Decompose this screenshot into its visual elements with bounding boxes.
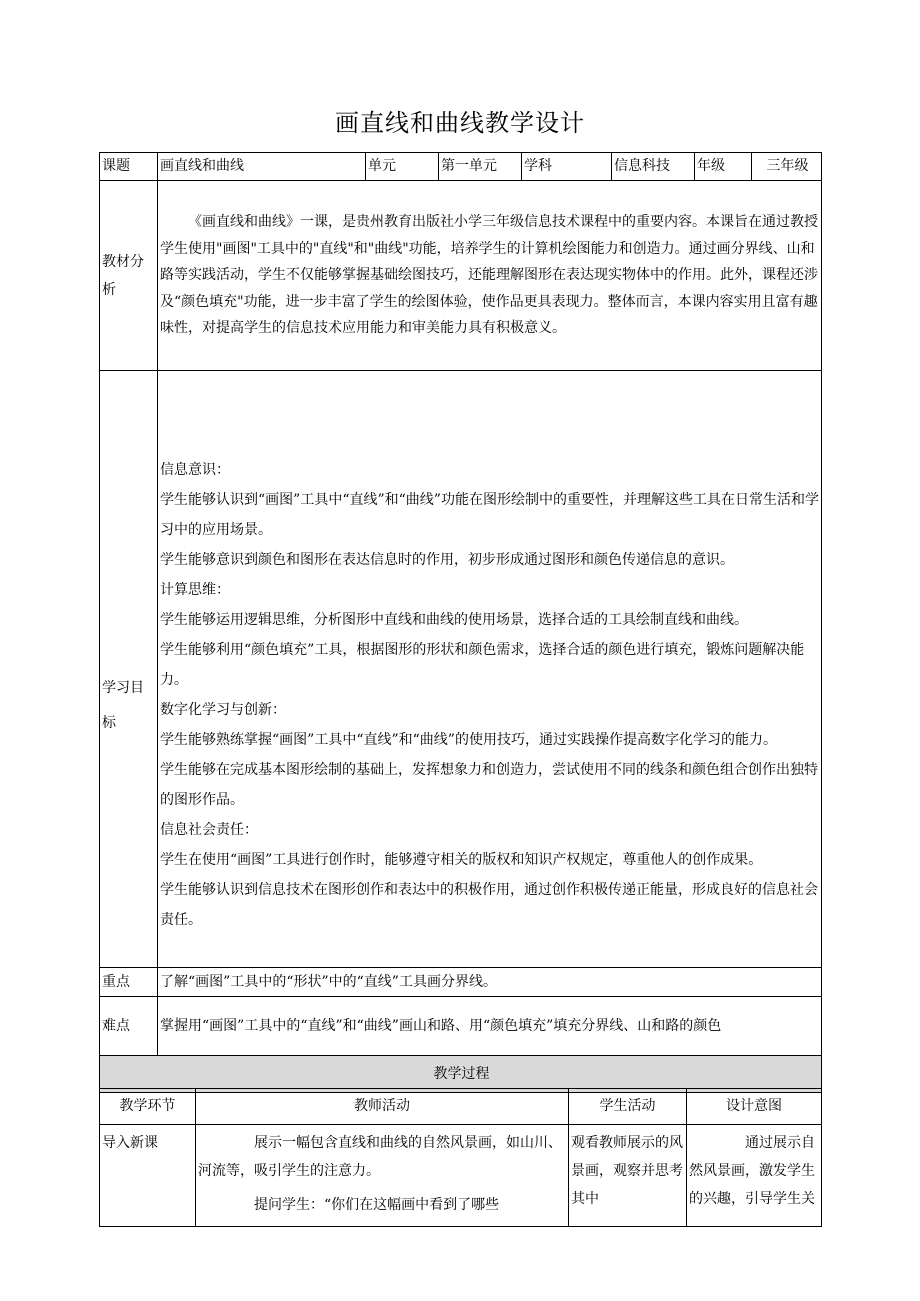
- column-student: 学生活动: [569, 1089, 687, 1125]
- difficulty-text: 掌握用“画图”工具中的“直线”和“曲线”画山和路、用“颜色填充”填充分界线、山和路的颜色: [158, 997, 822, 1056]
- objective-line: 计算思维：: [160, 582, 230, 598]
- design-intent: 通过展示自然风景画，激发学生的兴趣，引导学生关: [687, 1125, 822, 1227]
- objective-line: 学生能够在完成基本图形绘制的基础上，发挥想象力和创造力，尝试使用不同的线条和颜色组合创作出独特的图形作品。: [160, 762, 818, 808]
- analysis-row: [100, 181, 822, 371]
- objective-line: 学生能够利用“颜色填充”工具，根据图形的形状和颜色需求，选择合适的颜色进行填充，锻炼问题解决能力。: [160, 642, 805, 688]
- objective-line: 学生能够认识到“画图”工具中“直线”和“曲线”功能在图形绘制中的重要性，并理解这些工具在日常生活和学习中的应用场景。: [160, 492, 819, 538]
- student-activity: 观看教师展示的风景画，观察并思考其中: [569, 1125, 687, 1227]
- key-point-text: 了解“画图”工具中的“形状”中的“直线”工具画分界线。: [158, 968, 822, 997]
- topic-value: 画直线和曲线: [158, 153, 366, 181]
- column-stage: 教学环节: [100, 1089, 196, 1125]
- difficulty-label: 难点: [100, 997, 158, 1056]
- info-row: [100, 153, 822, 181]
- grade-label: 年级: [695, 153, 752, 181]
- grade-value: 三年级: [752, 153, 822, 181]
- objective-line: 学生能够意识到颜色和图形在表达信息时的作用，初步形成通过图形和颜色传递信息的意识。: [160, 552, 734, 568]
- subject-value: 信息科技: [612, 153, 695, 181]
- key-point-row: [100, 968, 822, 997]
- lesson-plan-table: [99, 152, 822, 1093]
- column-intent: 设计意图: [687, 1089, 822, 1125]
- unit-label: 单元: [366, 153, 439, 181]
- analysis-label: 教材分析: [100, 181, 158, 371]
- objective-line: 数字化学习与创新：: [160, 702, 286, 718]
- objectives-content: [158, 371, 822, 968]
- objective-line: 学生能够认识到信息技术在图形创作和表达中的积极作用，通过创作积极传递正能量，形成良好的信息社会责任。: [160, 882, 818, 928]
- process-header-row: [100, 1056, 822, 1093]
- objectives-row: [100, 371, 822, 968]
- column-teacher: 教师活动: [196, 1089, 569, 1125]
- document-title: 画直线和曲线教学设计: [335, 109, 585, 137]
- subject-label: 学科: [522, 153, 612, 181]
- process-header: 教学过程: [100, 1056, 822, 1093]
- objective-line: 学生能够熟练掌握“画图”工具中“直线”和“曲线”的使用技巧，通过实践操作提高数字化学习的能力。: [160, 732, 777, 748]
- intro-row: [100, 1125, 822, 1227]
- teacher-activity: [196, 1125, 569, 1227]
- objective-line: 信息社会责任：: [160, 822, 258, 838]
- objectives-label: 学习目标: [100, 371, 158, 968]
- key-point-label: 重点: [100, 968, 158, 997]
- objective-line: 学生能够运用逻辑思维，分析图形中直线和曲线的使用场景，选择合适的工具绘制直线和曲线。: [160, 612, 748, 628]
- difficulty-row: [100, 997, 822, 1056]
- stage-intro: 导入新课: [100, 1125, 196, 1227]
- objective-line: 信息意识：: [160, 462, 230, 478]
- teacher-activity-2: 提问学生：“你们在这幅画中看到了哪些: [254, 1197, 500, 1213]
- process-columns-row: [100, 1089, 822, 1125]
- objective-line: 学生在使用“画图”工具进行创作时，能够遵守相关的版权和知识产权规定，尊重他人的创作成果。: [160, 852, 763, 868]
- unit-value: 第一单元: [439, 153, 522, 181]
- analysis-text: 《画直线和曲线》一课，是贵州教育出版社小学三年级信息技术课程中的重要内容。本课旨在通过教授学生使用"画图"工具中的"直线"和"曲线"功能，培养学生的计算机绘图能力和创造力。通过画分界线、山和路等实践活动，学生不仅能够掌握基础绘图技巧，还能理解图形在表达现实物体中的作用。此外，课程还涉及“颜色填充"功能，进一步丰富了学生的绘图体验，使作品更具表现力。整体而言，本课内容实用且富有趣味性，对提高学生的信息技术应用能力和审美能力具有积极意义。: [158, 181, 822, 371]
- teacher-activity-1: 展示一幅包含直线和曲线的自然风景画，如山川、河流等，吸引学生的注意力。: [198, 1135, 562, 1179]
- process-table: [99, 1088, 822, 1227]
- topic-label: 课题: [100, 153, 158, 181]
